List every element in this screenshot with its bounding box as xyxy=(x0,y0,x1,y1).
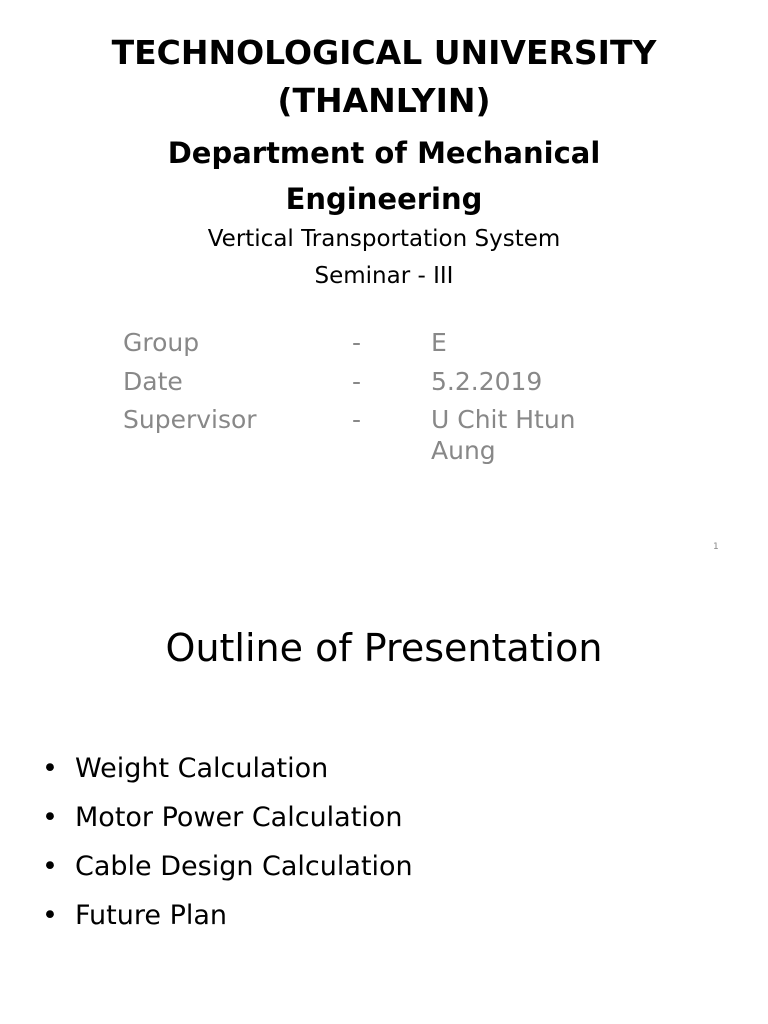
supervisor-separator: - xyxy=(352,405,362,434)
outline-slide xyxy=(0,576,768,1024)
university-title-line2: (THANLYIN) xyxy=(277,81,491,120)
supervisor-label: Supervisor xyxy=(123,405,257,434)
outline-title: Outline of Presentation xyxy=(165,626,603,670)
group-value: E xyxy=(431,328,447,357)
date-separator: - xyxy=(352,367,362,396)
seminar-label: Seminar - III xyxy=(314,263,454,289)
group-label: Group xyxy=(123,328,200,357)
list-item-label: Motor Power Calculation xyxy=(75,802,403,833)
supervisor-value: U Chit Htun Aung xyxy=(431,405,576,465)
list-item-label: Weight Calculation xyxy=(75,753,329,784)
university-title-line1: TECHNOLOGICAL UNIVERSITY xyxy=(111,33,657,72)
date-value: 5.2.2019 xyxy=(431,367,543,396)
outline-list xyxy=(42,744,413,940)
bullet-icon: • xyxy=(42,900,58,931)
list-item-label: Future Plan xyxy=(75,900,228,931)
bullet-icon: • xyxy=(42,851,58,882)
list-item xyxy=(42,744,413,793)
list-item xyxy=(42,842,413,891)
bullet-icon: • xyxy=(42,753,58,784)
list-item-label: Cable Design Calculation xyxy=(75,851,413,882)
list-item xyxy=(42,891,413,940)
department-line2: Engineering xyxy=(285,182,483,216)
group-separator: - xyxy=(352,328,362,357)
date-label: Date xyxy=(123,367,183,396)
bullet-icon: • xyxy=(42,802,58,833)
page-number: 1 xyxy=(713,542,719,552)
subject-title: Vertical Transportation System xyxy=(207,226,561,252)
list-item xyxy=(42,793,413,842)
department-line1: Department of Mechanical xyxy=(167,136,601,170)
